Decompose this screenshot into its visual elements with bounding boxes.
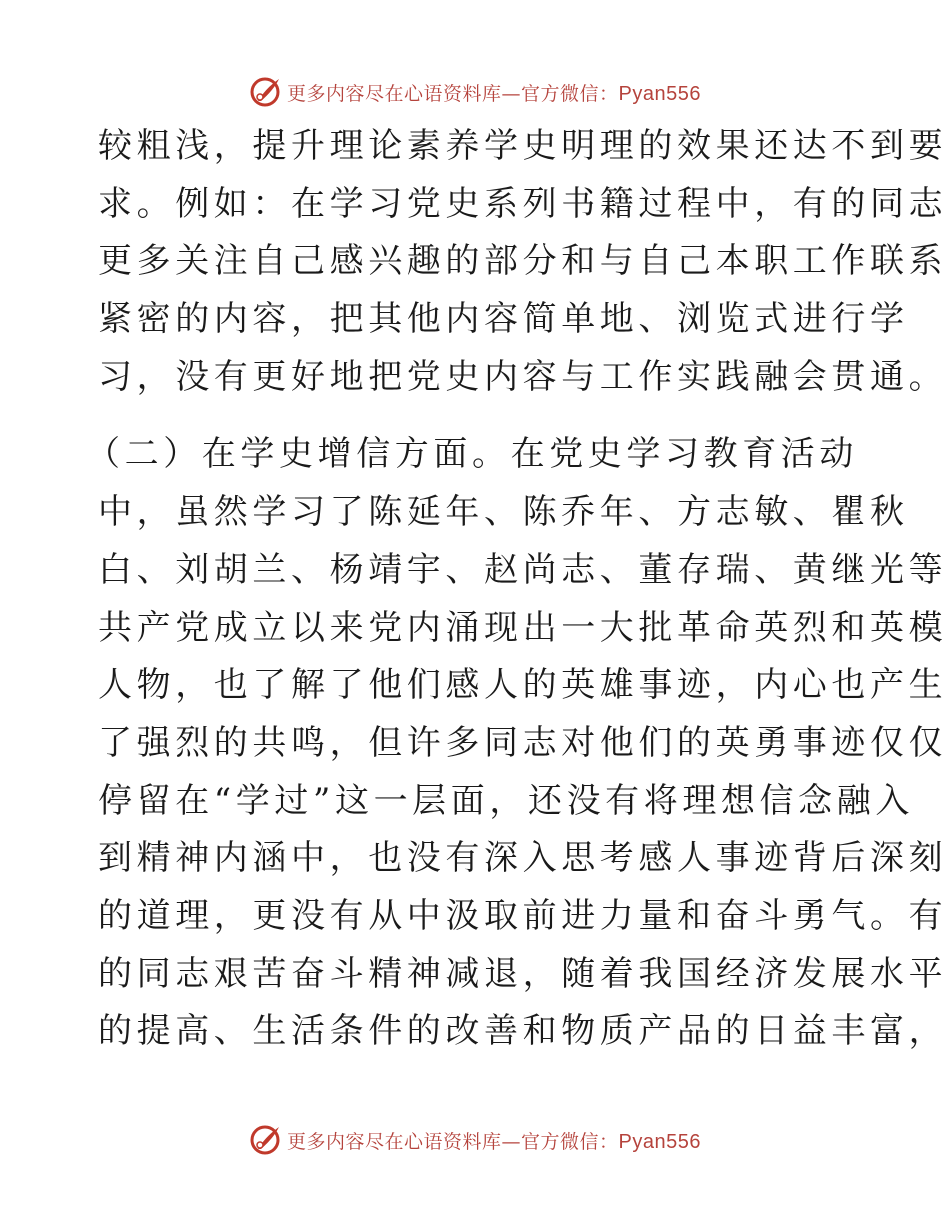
header-banner (0, 72, 950, 112)
body-line: 的同志艰苦奋斗精神减退，随着我国经济发展水平 (98, 953, 948, 994)
header-wechat-id: Pyan556 (618, 82, 701, 105)
quill-logo-icon (249, 75, 283, 109)
body-line: 到精神内涵中，也没有深入思考感人事迹背后深刻 (98, 838, 948, 879)
body-line: 了强烈的共鸣，但许多同志对他们的英勇事迹仅仅 (98, 722, 948, 763)
body-line: 停留在“学过”这一层面，还没有将理想信念融入 (98, 780, 914, 821)
document-body (86, 118, 948, 1061)
body-line: 的提高、生活条件的改善和物质产品的日益丰富， (98, 1011, 948, 1052)
body-line: 共产党成立以来党内涌现出一大批革命英烈和英模 (98, 607, 948, 648)
footer-wechat-id: Pyan556 (618, 1130, 701, 1153)
body-line: 中，虽然学习了陈延年、陈乔年、方志敏、瞿秋 (98, 492, 909, 533)
quill-logo-icon (249, 1123, 283, 1157)
section-heading-line: （二）在学史增信方面。在党史学习教育活动 (86, 434, 858, 475)
body-line: 习，没有更好地把党史内容与工作实践融会贯通。 (98, 356, 948, 397)
footer-text: 更多内容尽在心语资料库—官方微信：Pyan556 (287, 1130, 701, 1153)
body-line: 人物，也了解了他们感人的英雄事迹，内心也产生 (98, 665, 948, 706)
footer-banner (0, 1120, 950, 1160)
body-line: 紧密的内容，把其他内容简单地、浏览式进行学 (98, 299, 909, 340)
header-text: 更多内容尽在心语资料库—官方微信：Pyan556 (287, 82, 701, 105)
body-line: 的道理，更没有从中汲取前进力量和奋斗勇气。有 (98, 895, 948, 936)
body-line: 更多关注自己感兴趣的部分和与自己本职工作联系 (98, 241, 948, 282)
paragraph-gap (98, 406, 858, 426)
body-line: 白、刘胡兰、杨靖宇、赵尚志、董存瑞、黄继光等 (98, 549, 948, 590)
body-line: 求。例如：在学习党史系列书籍过程中，有的同志 (98, 183, 948, 224)
body-line: 较粗浅，提升理论素养学史明理的效果还达不到要 (98, 126, 948, 166)
